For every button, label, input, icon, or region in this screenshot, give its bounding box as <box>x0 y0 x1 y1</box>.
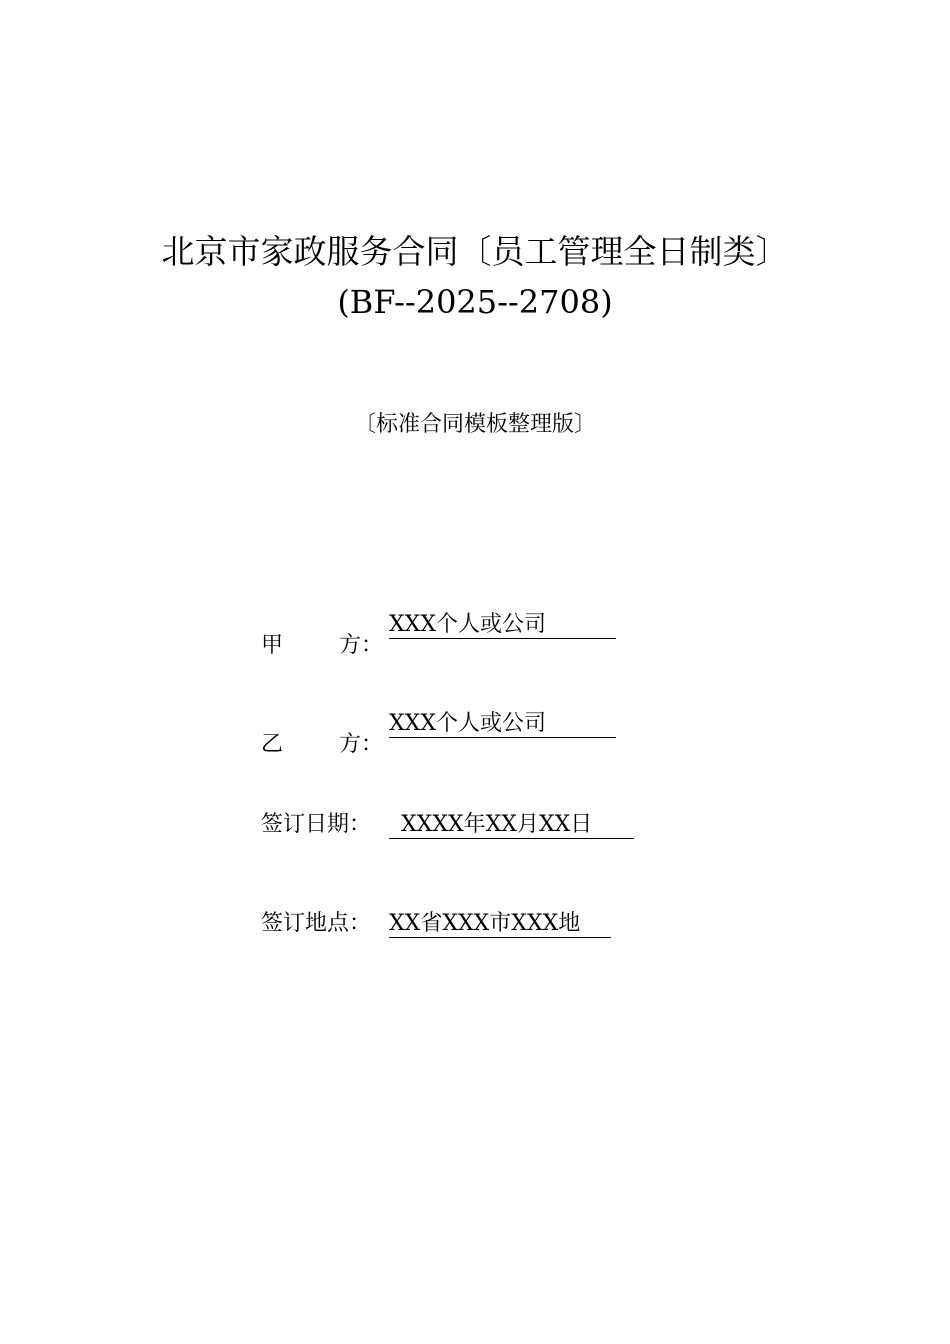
party-a-value: XXX个人或公司 <box>389 612 616 639</box>
party-b-label-suffix: 方： <box>339 732 384 757</box>
sign-place-label: 签订地点： <box>261 911 372 936</box>
party-a-label-char: 甲 <box>261 633 284 658</box>
document-subtitle: 〔标准合同模板整理版〕 <box>353 412 596 437</box>
sign-place-row <box>261 909 611 939</box>
document-code: (BF--2025--2708) <box>337 283 613 321</box>
party-b-row <box>261 709 616 757</box>
sign-place-value: XX省XXX市XXX地 <box>389 911 611 938</box>
document-title: 北京市家政服务合同〔员工管理全日制类〕 <box>161 232 789 271</box>
sign-date-label: 签订日期： <box>261 812 372 837</box>
sign-date-value: XXXX年XX月XX日 <box>389 812 634 839</box>
party-a-row <box>261 610 616 658</box>
party-b-value: XXX个人或公司 <box>389 711 616 738</box>
sign-date-row <box>261 810 634 840</box>
party-b-label-char: 乙 <box>261 732 284 757</box>
party-a-label-suffix: 方： <box>339 633 384 658</box>
